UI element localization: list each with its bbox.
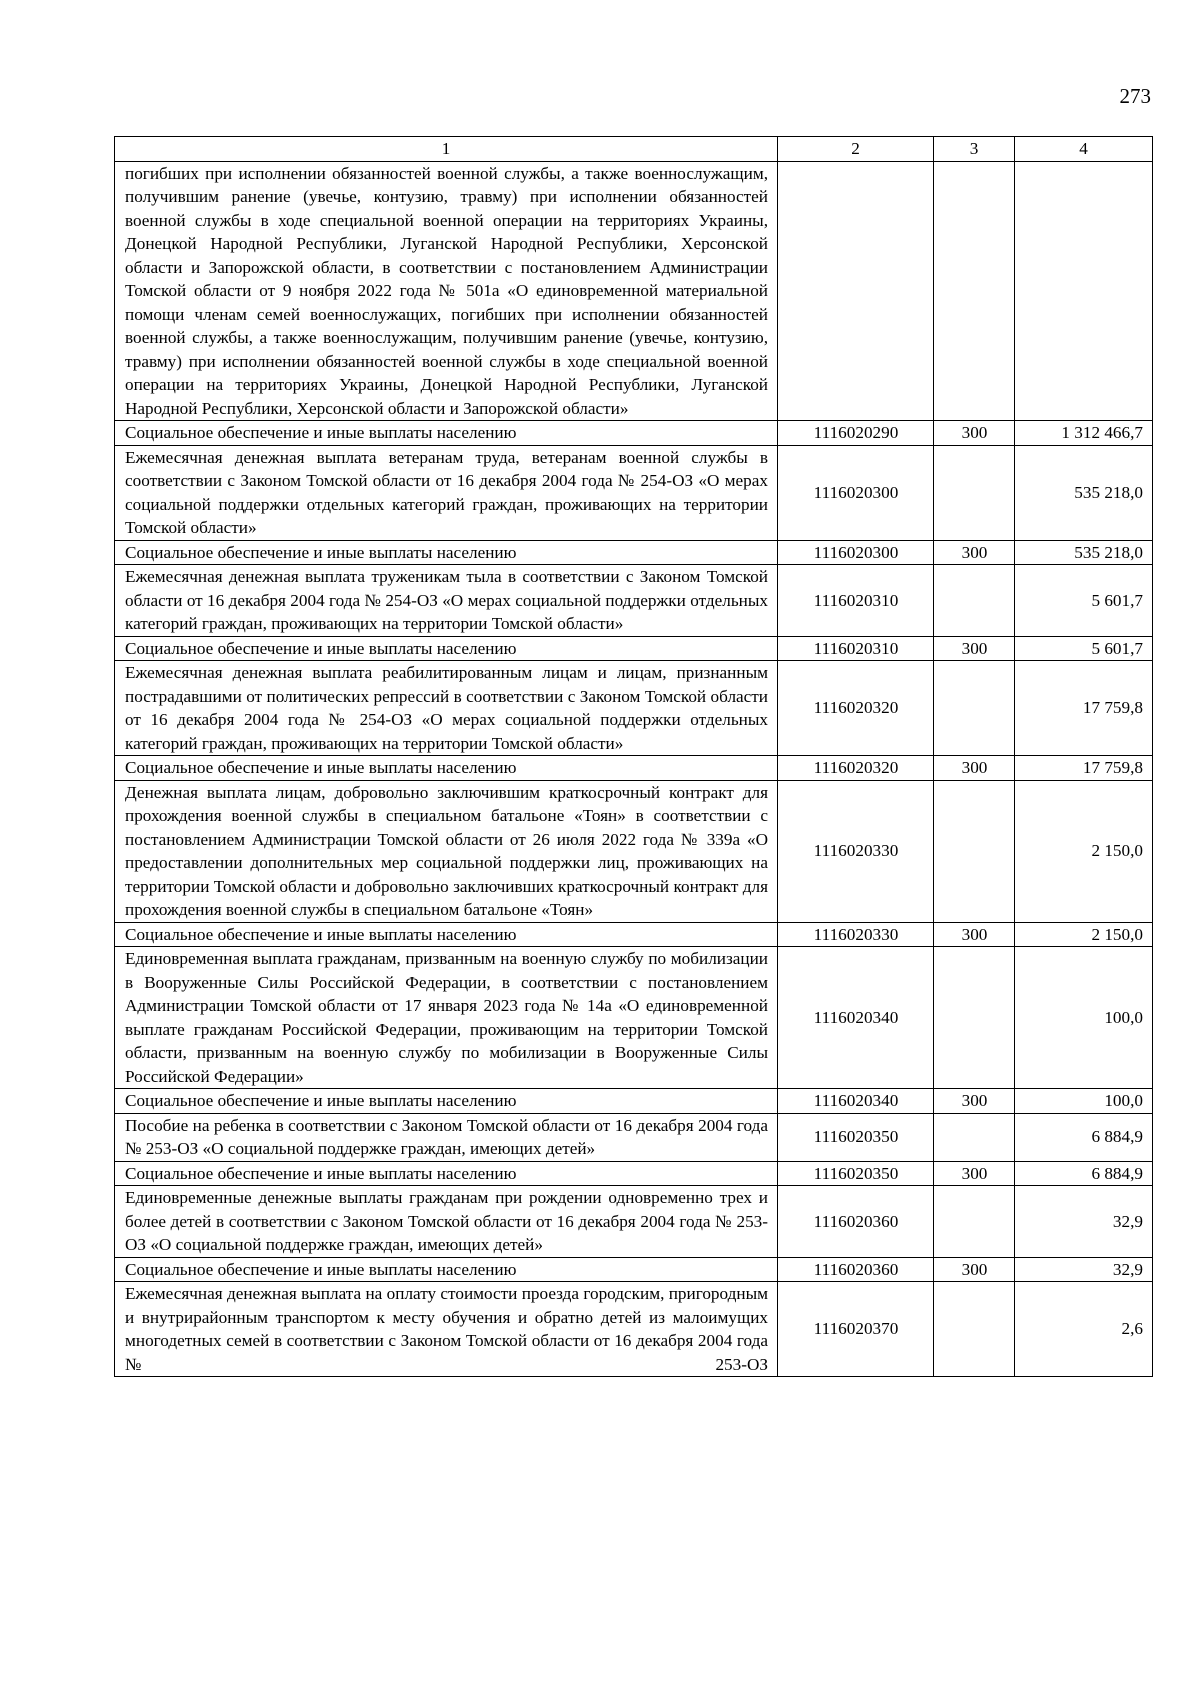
description-cell: Ежемесячная денежная выплата труженикам тыла в соответствии с Законом Томской области от 16 декабря 2004 года № 254-ОЗ «О мерах социальной поддержки отдельных категорий граждан, проживающих на территории Томской области» — [115, 565, 778, 637]
expense-type-cell — [934, 445, 1015, 540]
target-code-cell: 1116020300 — [778, 540, 934, 565]
description-cell: Ежемесячная денежная выплата реабилитированным лицам и лицам, признанным пострадавшими от политических репрессий в соответствии с Законом Томской области от 16 декабря 2004 года № 254-ОЗ «О мерах социальной поддержки отдельных категорий граждан, проживающих на территории Томской области» — [115, 661, 778, 756]
table-row — [115, 947, 1153, 1089]
description-cell: Социальное обеспечение и иные выплаты населению — [115, 1257, 778, 1282]
target-code-cell: 1116020360 — [778, 1186, 934, 1258]
amount-cell: 2 150,0 — [1015, 780, 1153, 922]
description-cell: Социальное обеспечение и иные выплаты населению — [115, 636, 778, 661]
target-code-cell: 1116020320 — [778, 661, 934, 756]
target-code-cell — [778, 161, 934, 421]
expense-type-cell — [934, 1113, 1015, 1161]
target-code-cell: 1116020340 — [778, 1089, 934, 1114]
expense-type-cell — [934, 161, 1015, 421]
expense-type-cell: 300 — [934, 1089, 1015, 1114]
amount-cell: 1 312 466,7 — [1015, 421, 1153, 446]
amount-cell — [1015, 161, 1153, 421]
target-code-cell: 1116020360 — [778, 1257, 934, 1282]
target-code-cell: 1116020290 — [778, 421, 934, 446]
description-cell: Социальное обеспечение и иные выплаты населению — [115, 1089, 778, 1114]
column-header-1: 1 — [115, 137, 778, 162]
expense-type-cell: 300 — [934, 922, 1015, 947]
expense-type-cell: 300 — [934, 756, 1015, 781]
column-header-2: 2 — [778, 137, 934, 162]
table-row — [115, 1161, 1153, 1186]
table-row — [115, 445, 1153, 540]
target-code-cell: 1116020320 — [778, 756, 934, 781]
description-cell: погибших при исполнении обязанностей военной службы, а также военнослужащим, получившим ранение (увечье, контузию, травму) при исполнении обязанностей военной службы в ходе специальной военной операции на территориях Украины, Донецкой Народной Республики, Луганской Народной Республики, Херсонской области и Запорожской области, в соответствии с постановлением Администрации Томской области от 9 ноября 2022 года № 501а «О единовременной материальной помощи членам семей военнослужащих, погибших при исполнении обязанностей военной службы, а также военнослужащим, получившим ранение (увечье, контузию, травму) при исполнении обязанностей военной службы в ходе специальной военной операции на территориях Украины, Донецкой Народной Республики, Луганской Народной Республики, Херсонской области и Запорожской области» — [115, 161, 778, 421]
amount-cell: 2 150,0 — [1015, 922, 1153, 947]
expense-type-cell — [934, 1282, 1015, 1377]
amount-cell: 6 884,9 — [1015, 1161, 1153, 1186]
description-cell: Социальное обеспечение и иные выплаты населению — [115, 922, 778, 947]
amount-cell: 32,9 — [1015, 1186, 1153, 1258]
table-row — [115, 636, 1153, 661]
target-code-cell: 1116020310 — [778, 565, 934, 637]
table-row — [115, 922, 1153, 947]
description-cell: Ежемесячная денежная выплата ветеранам труда, ветеранам военной службы в соответствии с Законом Томской области от 16 декабря 2004 года № 254-ОЗ «О мерах социальной поддержки отдельных категорий граждан, проживающих на территории Томской области» — [115, 445, 778, 540]
table-row — [115, 1257, 1153, 1282]
expense-type-cell: 300 — [934, 636, 1015, 661]
expense-type-cell: 300 — [934, 421, 1015, 446]
description-cell: Ежемесячная денежная выплата на оплату стоимости проезда городским, пригородным и внутрирайонным транспортом к месту обучения и обратно детей из малоимущих многодетных семей в соответствии с Законом Томской области от 16 декабря 2004 года № 253-ОЗ — [115, 1282, 778, 1377]
amount-cell: 100,0 — [1015, 947, 1153, 1089]
amount-cell: 6 884,9 — [1015, 1113, 1153, 1161]
table-row — [115, 421, 1153, 446]
table-row — [115, 1186, 1153, 1258]
amount-cell: 17 759,8 — [1015, 756, 1153, 781]
expense-type-cell: 300 — [934, 1257, 1015, 1282]
expense-type-cell: 300 — [934, 1161, 1015, 1186]
target-code-cell: 1116020350 — [778, 1113, 934, 1161]
description-cell: Социальное обеспечение и иные выплаты населению — [115, 540, 778, 565]
column-header-4: 4 — [1015, 137, 1153, 162]
description-cell: Денежная выплата лицам, добровольно заключившим краткосрочный контракт для прохождения военной службы в специальном батальоне «Тоян» в соответствии с постановлением Администрации Томской области от 26 июля 2022 года № 339а «О предоставлении дополнительных мер социальной поддержки лиц, проживающих на территории Томской области и добровольно заключивших краткосрочный контракт для прохождения военной службы в специальном батальоне «Тоян» — [115, 780, 778, 922]
table-row — [115, 1282, 1153, 1377]
amount-cell: 5 601,7 — [1015, 636, 1153, 661]
table-row — [115, 565, 1153, 637]
amount-cell: 32,9 — [1015, 1257, 1153, 1282]
description-cell: Социальное обеспечение и иные выплаты населению — [115, 421, 778, 446]
target-code-cell: 1116020330 — [778, 922, 934, 947]
expense-type-cell — [934, 661, 1015, 756]
column-header-3: 3 — [934, 137, 1015, 162]
table-row — [115, 1089, 1153, 1114]
expense-type-cell — [934, 947, 1015, 1089]
expense-type-cell — [934, 1186, 1015, 1258]
table-body — [115, 161, 1153, 1377]
amount-cell: 535 218,0 — [1015, 540, 1153, 565]
target-code-cell: 1116020300 — [778, 445, 934, 540]
table-row — [115, 161, 1153, 421]
description-cell: Пособие на ребенка в соответствии с Законом Томской области от 16 декабря 2004 года № 253-ОЗ «О социальной поддержке граждан, имеющих детей» — [115, 1113, 778, 1161]
expense-type-cell: 300 — [934, 540, 1015, 565]
amount-cell: 5 601,7 — [1015, 565, 1153, 637]
table-header-row — [115, 137, 1153, 162]
target-code-cell: 1116020370 — [778, 1282, 934, 1377]
amount-cell: 2,6 — [1015, 1282, 1153, 1377]
table-row — [115, 1113, 1153, 1161]
expense-type-cell — [934, 780, 1015, 922]
page-number: 273 — [1119, 84, 1151, 108]
description-cell: Единовременные денежные выплаты гражданам при рождении одновременно трех и более детей в соответствии с Законом Томской области от 16 декабря 2004 года № 253-ОЗ «О социальной поддержке граждан, имеющих детей» — [115, 1186, 778, 1258]
target-code-cell: 1116020340 — [778, 947, 934, 1089]
target-code-cell: 1116020350 — [778, 1161, 934, 1186]
amount-cell: 100,0 — [1015, 1089, 1153, 1114]
target-code-cell: 1116020310 — [778, 636, 934, 661]
table-row — [115, 780, 1153, 922]
description-cell: Социальное обеспечение и иные выплаты населению — [115, 756, 778, 781]
amount-cell: 17 759,8 — [1015, 661, 1153, 756]
description-cell: Единовременная выплата гражданам, призванным на военную службу по мобилизации в Вооруженные Силы Российской Федерации, в соответствии с постановлением Администрации Томской области от 17 января 2023 года № 14а «О единовременной выплате гражданам Российской Федерации, проживающим на территории Томской области, призванным на военную службу по мобилизации в Вооруженные Силы Российской Федерации» — [115, 947, 778, 1089]
table-row — [115, 756, 1153, 781]
table-row — [115, 540, 1153, 565]
table-row — [115, 661, 1153, 756]
amount-cell: 535 218,0 — [1015, 445, 1153, 540]
description-cell: Социальное обеспечение и иные выплаты населению — [115, 1161, 778, 1186]
expense-type-cell — [934, 565, 1015, 637]
budget-table — [114, 136, 1153, 1377]
target-code-cell: 1116020330 — [778, 780, 934, 922]
